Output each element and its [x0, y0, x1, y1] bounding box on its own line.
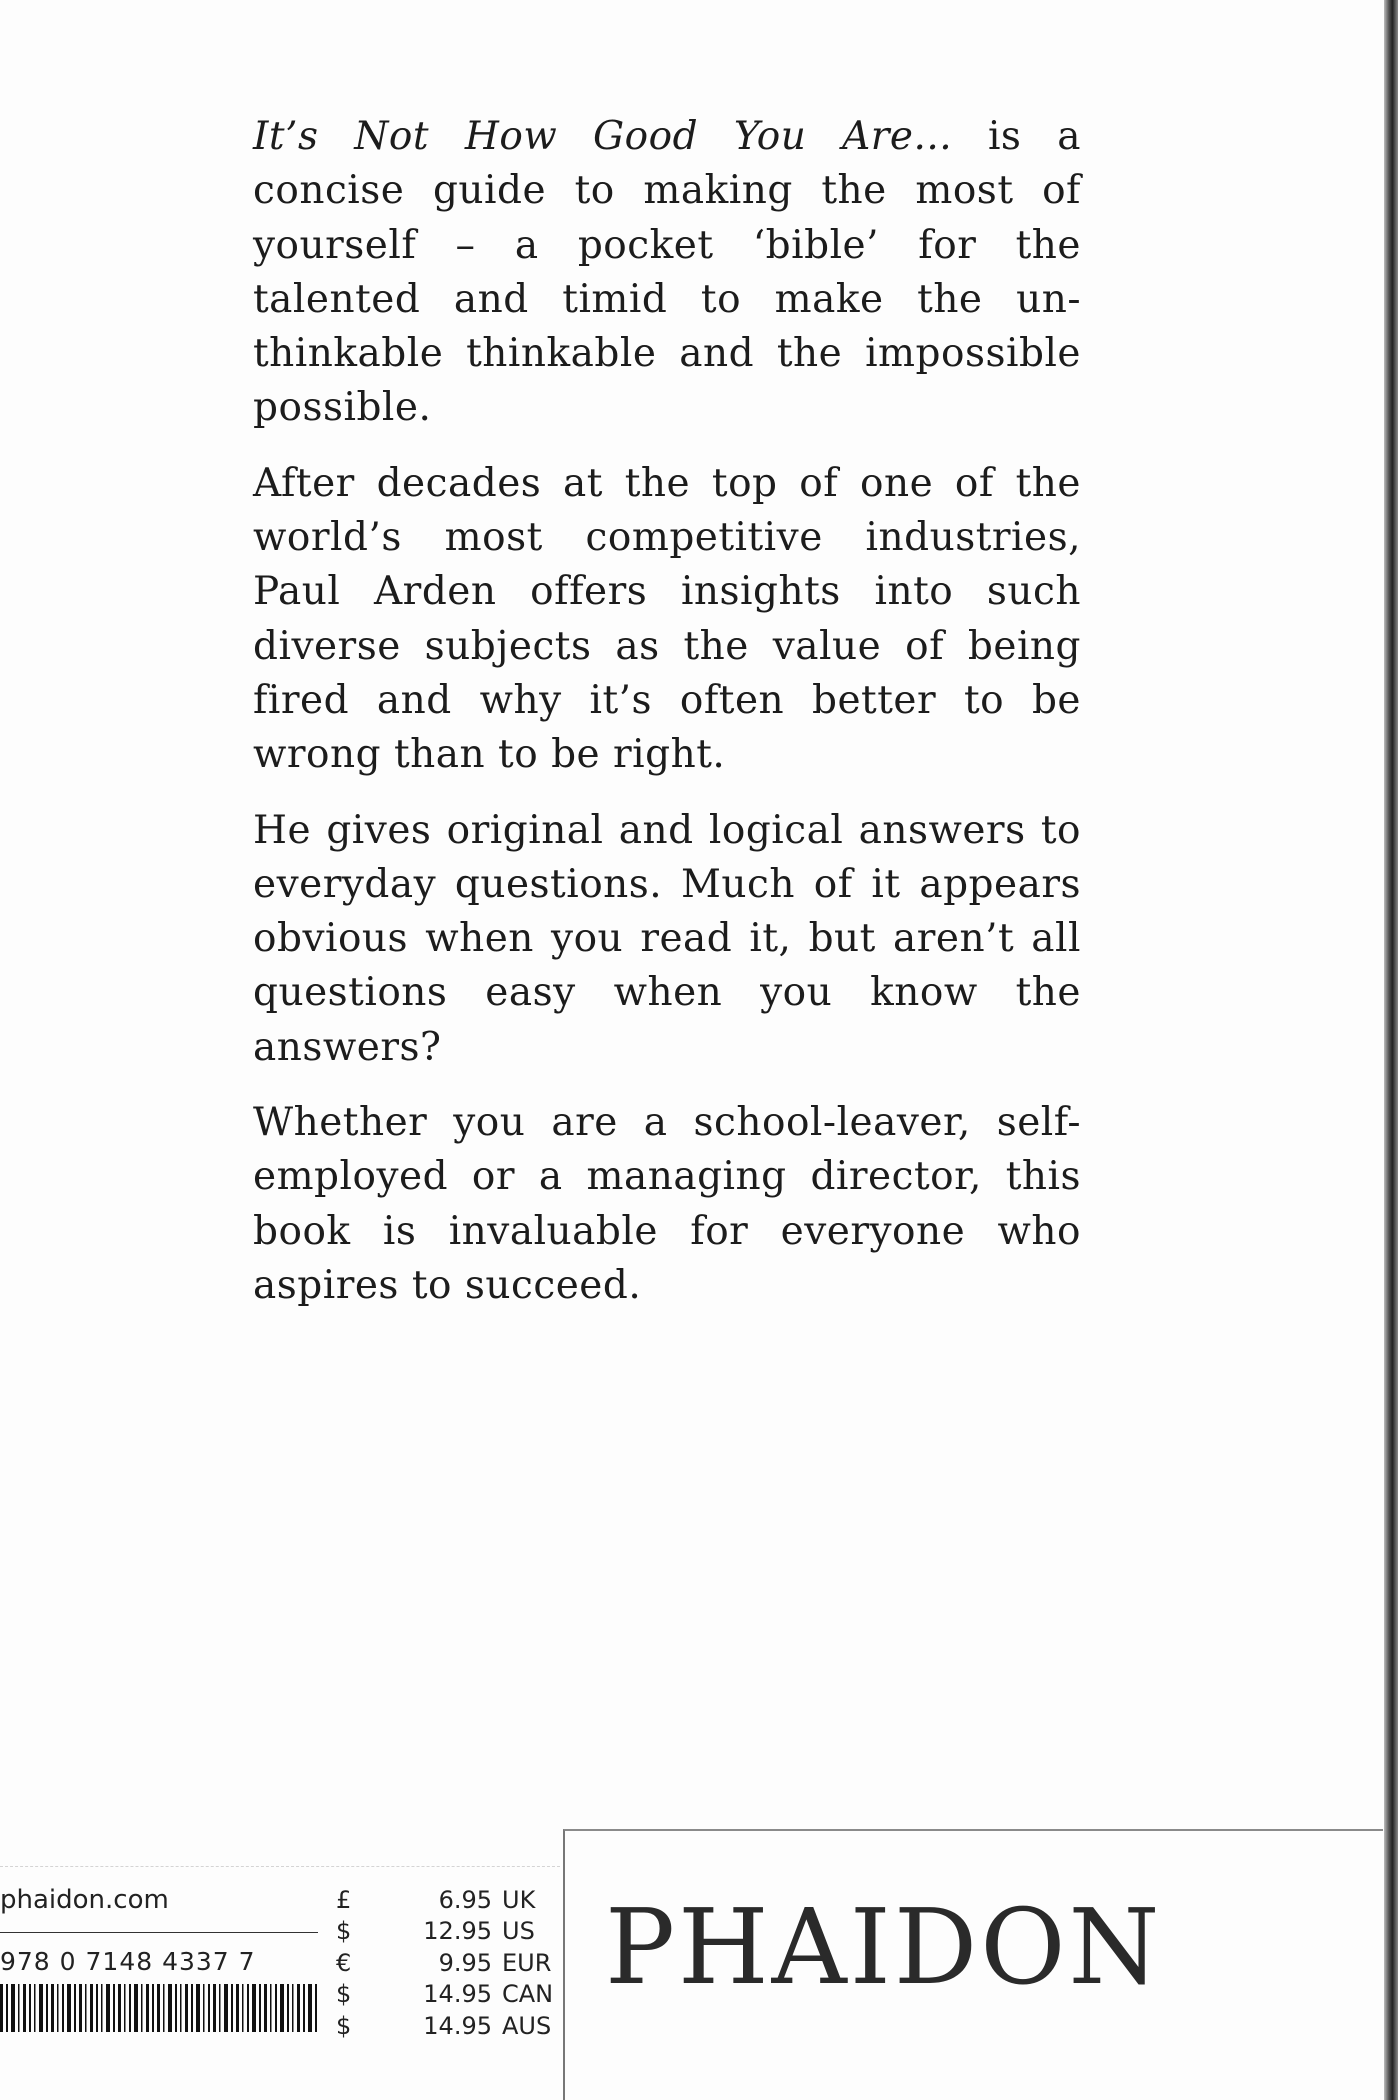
website-underline	[0, 1932, 318, 1933]
price-amount: 14.95	[423, 1980, 492, 2009]
back-cover-blurb	[253, 110, 1081, 1334]
price-amount: 12.95	[423, 1917, 492, 1946]
currency-code: AUS	[502, 2011, 552, 2040]
publisher-website: phaidon.com	[0, 1885, 169, 1915]
price-row	[336, 1979, 572, 2011]
publisher-logo-panel	[563, 1829, 1383, 2100]
blurb-paragraph-4: Whether you are a school-leaver, self-employed or a managing director, this book is invaluable for everyone who aspires to succeed.	[253, 1100, 1081, 1308]
currency-symbol: $	[336, 1917, 352, 1946]
bottom-divider	[0, 1866, 560, 1867]
blurb-paragraph-3: He gives original and logical answers to everyday questions. Much of it appears obvious when you read it, but aren’t all questions easy when you know the answers?	[253, 807, 1081, 1070]
currency-symbol: $	[336, 1980, 352, 2009]
price-row	[336, 1916, 572, 1948]
price-amount: 14.95	[423, 2011, 492, 2040]
price-amount: 6.95	[438, 1885, 492, 1914]
blurb-paragraph-2: After decades at the top of one of the world’s most competitive industries, Paul Arden offers insights into such diverse subjects as the value of being fired and why it’s often better to be wrong than to be right.	[253, 460, 1081, 778]
blurb-paragraph-1	[253, 110, 1081, 436]
isbn-number: 978 0 7148 4337 7	[0, 1947, 256, 1976]
price-amount: 9.95	[438, 1948, 492, 1977]
price-row	[336, 1947, 572, 1979]
blurb-paragraph-1-text: is a concise guide to making the most of yourself – a pocket ‘bible’ for the talented and timid to make the un-thinkable thinkable and the impossible possible.	[253, 114, 1081, 431]
price-row	[336, 1884, 572, 1916]
currency-code: EUR	[502, 1948, 552, 1977]
currency-symbol: $	[336, 2011, 352, 2040]
currency-code: CAN	[502, 1980, 554, 2009]
publisher-logo: PHAIDON	[605, 1886, 1163, 2008]
currency-code: UK	[502, 1885, 536, 1914]
price-list	[336, 1884, 572, 2042]
book-title: It’s Not How Good You Are...	[253, 114, 953, 159]
price-row	[336, 2010, 572, 2042]
barcode	[0, 1984, 318, 2032]
currency-symbol: £	[336, 1885, 352, 1914]
spine-edge	[1384, 0, 1398, 2100]
currency-code: US	[502, 1917, 535, 1946]
currency-symbol: €	[336, 1948, 352, 1977]
